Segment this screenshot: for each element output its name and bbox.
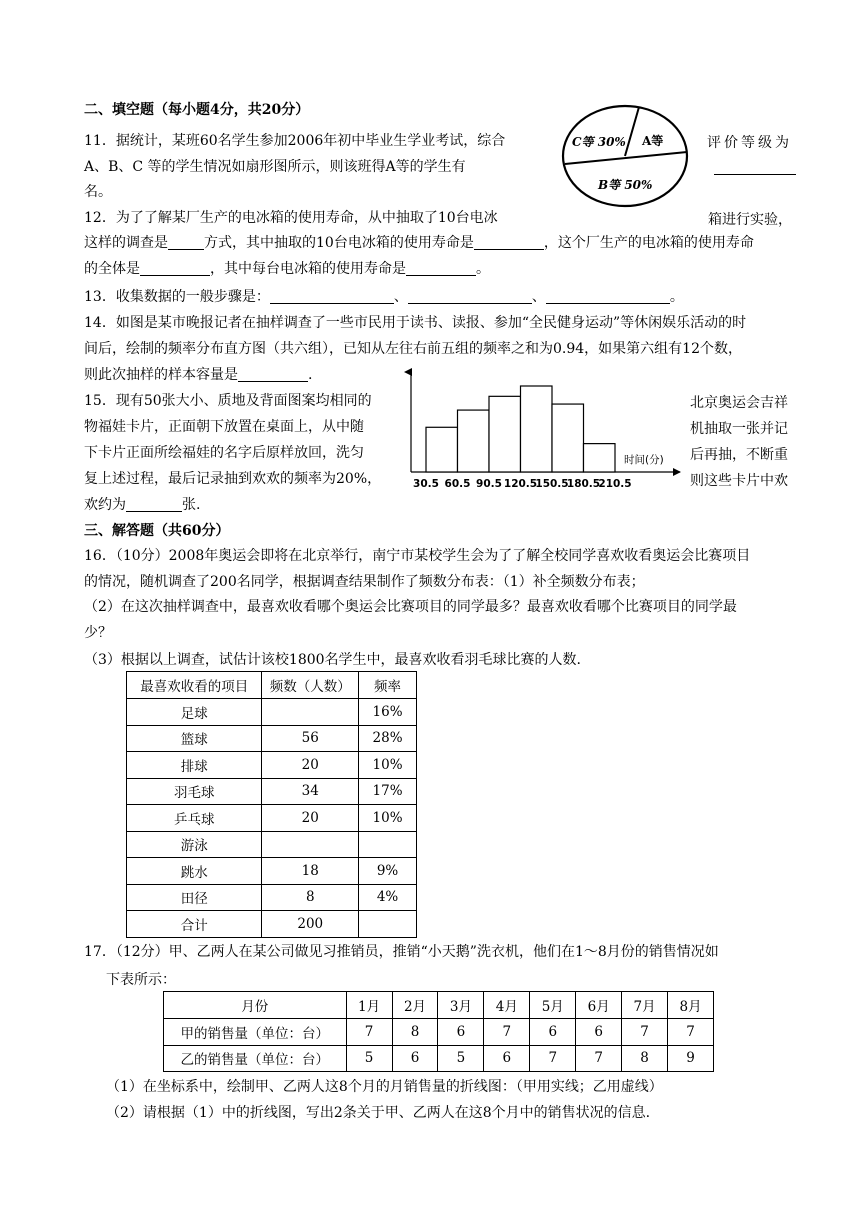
table-cell: 乙的销售量（单位：台） [164, 1045, 347, 1072]
q15-left-4: 复上述过程，最后记录抽到欢欢的频率为20%， [84, 471, 382, 487]
q12-blank-2[interactable] [474, 235, 544, 250]
q15-left-3: 下卡片正面所绘福娃的名字后原样放回，洗匀 [84, 445, 364, 461]
table-cell: 7 [668, 1019, 714, 1046]
q15-right-4: 则这些卡片中欢 [690, 473, 788, 489]
q12-line-3b: ，其中每台电冰箱的使用寿命是 [210, 261, 406, 277]
q14-line-3 [84, 366, 312, 384]
q14-line-3-text: 则此次抽样的样本容量是 [84, 367, 238, 383]
table-row [127, 699, 417, 726]
table-cell: 6 [438, 1019, 484, 1046]
table-cell: 足球 [127, 699, 262, 726]
q16-table-header-2: 频率 [359, 672, 417, 699]
q15-right-2: 机抽取一张并记 [690, 421, 788, 437]
pie-label-c: C等 30% [572, 135, 626, 149]
table-cell: 6 [392, 1045, 438, 1072]
histogram-tick-label: 60.5 [444, 478, 471, 490]
q17-table-header-6: 6月 [576, 992, 622, 1019]
table-cell: 8 [622, 1045, 668, 1072]
q17-sub-1: （1）在坐标系中，绘制甲、乙两人这8个月的月销售量的折线图：（甲用实线；乙用虚线） [106, 1079, 663, 1095]
q16-table-header-0: 最喜欢收看的项目 [127, 672, 262, 699]
table-cell: 乒乓球 [127, 805, 262, 832]
histogram-tick-label: 120.5 [503, 478, 538, 490]
table-cell: 56 [262, 725, 359, 752]
section-3-heading: 三、解答题（共60分） [84, 523, 230, 539]
table-row [164, 1045, 714, 1072]
table-cell: 7 [530, 1045, 576, 1072]
histogram-bar-4 [521, 386, 553, 472]
table-row [127, 778, 417, 805]
table-cell: 5 [438, 1045, 484, 1072]
q11-blank[interactable] [714, 160, 796, 175]
histogram-chart [398, 368, 688, 492]
q15-blank[interactable] [126, 497, 182, 512]
q17-table-header-4: 4月 [484, 992, 530, 1019]
table-cell: 9 [668, 1045, 714, 1072]
q16-frequency-table [126, 671, 417, 938]
table-cell: 篮球 [127, 725, 262, 752]
q13-line [84, 288, 684, 306]
table-cell: 18 [262, 858, 359, 885]
table-cell: 7 [622, 1019, 668, 1046]
histogram-bar-2 [458, 410, 490, 472]
q13-sep-2: 、 [531, 289, 546, 305]
pie-label-b: B等 50% [598, 178, 653, 192]
q12-right-1: 箱进行实验， [708, 212, 792, 228]
table-cell: 6 [484, 1045, 530, 1072]
table-row [164, 1019, 714, 1046]
table-cell [262, 831, 359, 858]
histogram-tick-label: 150.5 [535, 478, 569, 490]
q16-table-header-1: 频数（人数） [262, 672, 359, 699]
q12-blank-1[interactable] [168, 235, 204, 250]
q15-left-2: 物福娃卡片，正面朝下放置在桌面上，从中随 [84, 419, 364, 435]
q12-line-2 [84, 234, 754, 252]
table-cell: 7 [484, 1019, 530, 1046]
q14-line-2: 间后，绘制的频率分布直方图（共六组），已知从左往右前五组的频率之和为0.94，如果第六组有12个数， [84, 341, 742, 357]
histogram-bar-5 [552, 404, 584, 472]
q12-line-2b: 方式，其中抽取的10台电冰箱的使用寿命是 [204, 235, 474, 251]
q14-line-1: 14．如图是某市晚报记者在抽样调查了一些市民用于读书、读报、参加“全民健身运动”等休闲娱乐活动的时 [84, 315, 747, 331]
q12-line-3c: 。 [476, 261, 490, 277]
q12-blank-3[interactable] [140, 261, 210, 276]
section-2-heading: 二、填空题（每小题4分，共20分） [84, 102, 310, 118]
table-cell: 羽毛球 [127, 778, 262, 805]
q17-table-header-row [164, 992, 714, 1019]
q15-right-3: 后再抽，不断重 [690, 447, 788, 463]
table-cell: 排球 [127, 752, 262, 779]
q17-table-header-5: 5月 [530, 992, 576, 1019]
table-row [127, 858, 417, 885]
q13-blank-3[interactable] [546, 289, 670, 304]
q13-text: 13．收集数据的一般步骤是： [84, 289, 270, 305]
q16-line-2: 的情况，随机调查了200名同学，根据调查结果制作了频数分布表：（1）补全频数分布表； [84, 574, 645, 590]
table-row [127, 752, 417, 779]
q16-line-3: （2）在这次抽样调查中，最喜欢收看哪个奥运会比赛项目的同学最多？最喜欢收看哪个比赛项目的同学最 [84, 599, 737, 615]
q15-line-5 [84, 496, 200, 514]
q13-end: 。 [669, 289, 684, 305]
q15-left-1: 15．现有50张大小、质地及背面图案均相同的 [84, 393, 372, 409]
q17-table-header-1: 1月 [346, 992, 392, 1019]
q17-table-header-3: 3月 [438, 992, 484, 1019]
table-cell: 7 [346, 1019, 392, 1046]
pie-label-a: A等 [642, 134, 664, 148]
q11-line-2: A、B、C 等的学生情况如扇形图所示，则该班得A等的学生有 [84, 159, 466, 175]
table-cell: 16% [359, 699, 417, 726]
table-cell: 7 [576, 1045, 622, 1072]
q15-line-5a: 欢约为 [84, 497, 126, 513]
table-cell: 跳水 [127, 858, 262, 885]
q12-line-2a: 这样的调查是 [84, 235, 168, 251]
table-row [127, 725, 417, 752]
histogram-bar-6 [584, 444, 616, 472]
table-cell: 200 [262, 911, 359, 938]
table-cell: 5 [346, 1045, 392, 1072]
q15-line-5b: 张. [182, 497, 201, 513]
q17-table-header-0: 月份 [164, 992, 347, 1019]
q11-right-1: 评价等级为 [707, 135, 792, 151]
q14-blank[interactable] [238, 367, 308, 382]
table-cell: 20 [262, 805, 359, 832]
q17-sub-2: （2）请根据（1）中的折线图，写出2条关于甲、乙两人在这8个月中的销售状况的信息. [106, 1105, 651, 1121]
q16-line-4: 少？ [84, 625, 112, 641]
histogram-bar-3 [489, 396, 521, 472]
q17-table-header-2: 2月 [392, 992, 438, 1019]
histogram-tick-label: 180.5 [566, 478, 601, 490]
table-cell: 20 [262, 752, 359, 779]
q14-line-3-end: . [308, 367, 313, 383]
histogram-bar-1 [426, 427, 458, 472]
histogram-x-label: 时间(分) [624, 454, 664, 466]
table-cell [359, 831, 417, 858]
pie-chart [560, 104, 692, 210]
q17-sales-table [163, 991, 714, 1072]
table-row [127, 884, 417, 911]
q17-line-2: 下表所示： [106, 972, 176, 988]
table-cell: 9% [359, 858, 417, 885]
q12-line-2c: ，这个厂生产的电冰箱的使用寿命 [543, 235, 754, 251]
q12-line-3a: 的全体是 [84, 261, 140, 277]
q12-line-3 [84, 260, 490, 278]
q13-blank-1[interactable] [270, 289, 394, 304]
table-row [127, 911, 417, 938]
table-cell: 8 [262, 884, 359, 911]
q16-line-1: 16．（10分）2008年奥运会即将在北京举行，南宁市某校学生会为了了解全校同学喜欢收看奥运会比赛项目 [84, 548, 751, 564]
table-cell: 田径 [127, 884, 262, 911]
table-cell: 游泳 [127, 831, 262, 858]
table-cell [262, 699, 359, 726]
q12-blank-4[interactable] [406, 261, 476, 276]
table-row [127, 805, 417, 832]
table-cell: 6 [576, 1019, 622, 1046]
table-cell [359, 911, 417, 938]
table-cell: 8 [392, 1019, 438, 1046]
histogram-tick-label: 210.5 [598, 478, 632, 490]
table-cell: 10% [359, 805, 417, 832]
q17-table-header-7: 7月 [622, 992, 668, 1019]
q13-blank-2[interactable] [408, 289, 532, 304]
q16-table-header-row [127, 672, 417, 699]
q11-line-3: 名。 [84, 184, 112, 200]
table-cell: 合计 [127, 911, 262, 938]
histogram-tick-label: 30.5 [413, 478, 439, 490]
table-row [127, 831, 417, 858]
table-cell: 34 [262, 778, 359, 805]
q12-line-1: 12．为了了解某厂生产的电冰箱的使用寿命，从中抽取了10台电冰 [84, 210, 498, 226]
table-cell: 4% [359, 884, 417, 911]
q15-right-1: 北京奥运会吉祥 [690, 395, 788, 411]
q17-table-header-8: 8月 [668, 992, 714, 1019]
table-cell: 17% [359, 778, 417, 805]
table-cell: 6 [530, 1019, 576, 1046]
table-cell: 甲的销售量（单位：台） [164, 1019, 347, 1046]
q11-line-1: 11．据统计，某班60名学生参加2006年初中毕业生学业考试，综合 [84, 133, 506, 149]
histogram-tick-label: 90.5 [476, 478, 502, 490]
table-cell: 10% [359, 752, 417, 779]
q13-sep-1: 、 [393, 289, 408, 305]
q16-line-5: （3）根据以上调查，试估计该校1800名学生中，最喜欢收看羽毛球比赛的人数. [84, 652, 581, 668]
q17-line-1: 17．（12分）甲、乙两人在某公司做见习推销员，推销“小天鹅”洗衣机，他们在1～8月份的销售情况如 [84, 944, 719, 960]
table-cell: 28% [359, 725, 417, 752]
